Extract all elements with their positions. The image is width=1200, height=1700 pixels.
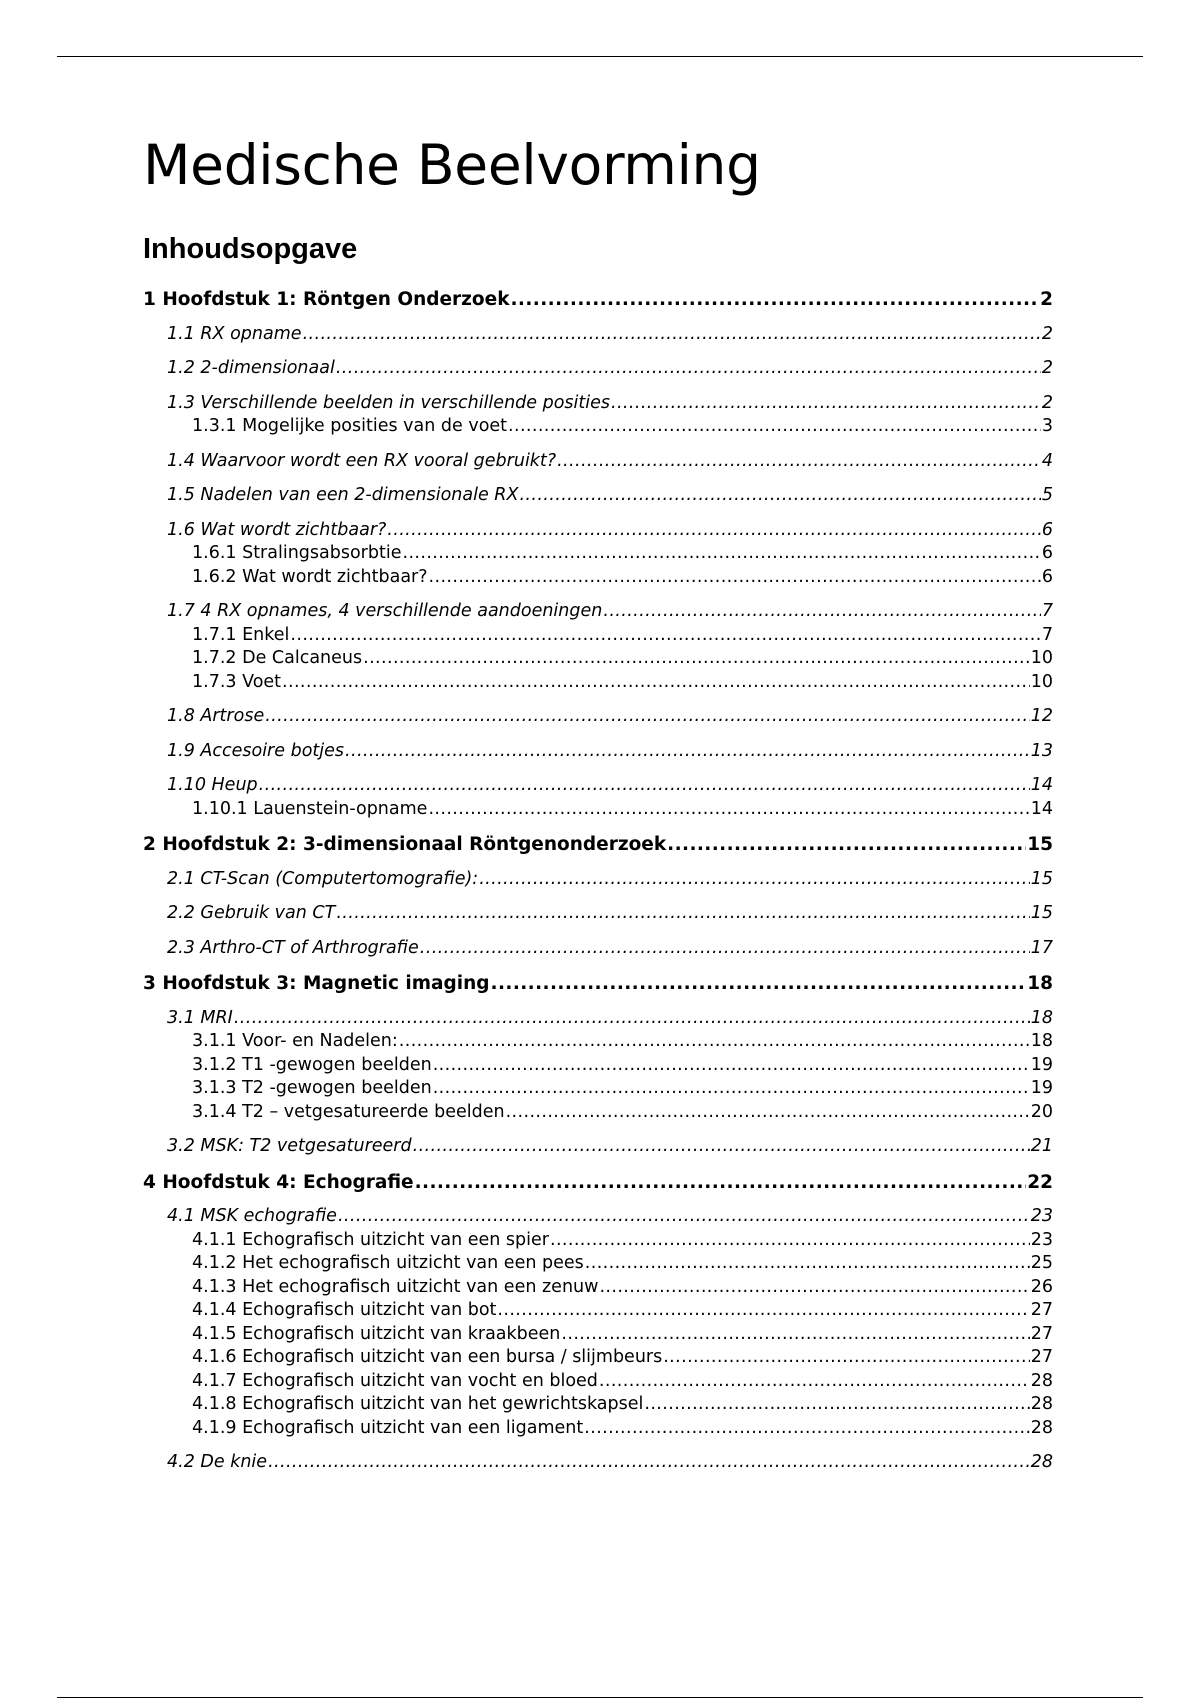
toc-entry-page-number: 3	[1041, 416, 1053, 436]
toc-entry-page-number: 22	[1027, 1171, 1053, 1193]
toc-entry-level-3[interactable]	[143, 542, 1053, 566]
toc-dot-leader	[511, 288, 1040, 312]
toc-dot-leader	[282, 671, 1030, 695]
toc-entry-label: 3.1 MRI	[167, 1007, 233, 1028]
toc-dot-leader	[387, 519, 1041, 543]
toc-entry-level-2[interactable]	[143, 323, 1053, 347]
toc-entry-label: 4.1.6 Echografisch uitzicht van een bursa / slijmbeurs	[192, 1347, 663, 1367]
toc-entry-page-number: 2	[1041, 392, 1053, 413]
toc-dot-leader	[585, 1252, 1030, 1276]
toc-entry-label: 1.7 4 RX opnames, 4 verschillende aandoeningen	[167, 601, 603, 621]
toc-dot-leader	[506, 1101, 1030, 1125]
toc-entry-level-3[interactable]	[143, 1054, 1053, 1078]
toc-entry-page-number: 19	[1030, 1054, 1053, 1075]
toc-dot-leader	[336, 902, 1029, 926]
toc-entry-page-number: 28	[1030, 1452, 1053, 1472]
toc-dot-leader	[402, 542, 1040, 566]
toc-entry-label: 1.7.2 De Calcaneus	[192, 648, 363, 668]
toc-entry-page-number: 10	[1030, 648, 1053, 668]
toc-dot-leader	[265, 705, 1030, 729]
toc-entry-level-1[interactable]	[143, 1171, 1053, 1195]
toc-dot-leader	[663, 1346, 1030, 1370]
toc-entry-level-2[interactable]	[143, 1451, 1053, 1475]
toc-dot-leader	[259, 774, 1030, 798]
toc-entry-page-number: 5	[1041, 485, 1053, 505]
toc-entry-page-number: 18	[1030, 1007, 1053, 1028]
toc-dot-leader	[420, 937, 1030, 961]
toc-entry-label: 1 Hoofdstuk 1: Röntgen Onderzoek	[143, 289, 510, 310]
toc-entry-label: 1.7.1 Enkel	[192, 624, 290, 645]
toc-entry-page-number: 28	[1030, 1394, 1053, 1414]
toc-entry-label: 1.6.1 Stralingsabsorbtie	[192, 543, 402, 563]
toc-dot-leader	[399, 1030, 1030, 1054]
toc-entry-level-2[interactable]	[143, 705, 1053, 729]
toc-dot-leader	[234, 1007, 1030, 1031]
toc-entry-level-2[interactable]	[143, 600, 1053, 624]
toc-entry-page-number: 27	[1030, 1300, 1053, 1320]
toc-entry-label: 3.2 MSK: T2 vetgesatureerd	[167, 1136, 412, 1156]
toc-entry-label: 4.1.9 Echografisch uitzicht van een ligament	[192, 1417, 584, 1438]
toc-entry-level-3[interactable]	[143, 1229, 1053, 1253]
toc-dot-leader	[290, 624, 1040, 648]
toc-entry-level-2[interactable]	[143, 357, 1053, 381]
toc-entry-label: 4.1.3 Het echografisch uitzicht van een zenuw	[192, 1276, 599, 1297]
header-rule	[57, 56, 1143, 57]
toc-entry-page-number: 23	[1030, 1229, 1053, 1250]
toc-dot-leader	[599, 1276, 1029, 1300]
toc-entry-label: 3.1.2 T1 -gewogen beelden	[192, 1054, 432, 1075]
toc-dot-leader	[550, 1229, 1030, 1253]
toc-dot-leader	[667, 833, 1026, 857]
toc-dot-leader	[584, 1417, 1029, 1441]
toc-entry-page-number: 18	[1030, 1031, 1053, 1051]
toc-entry-page-number: 17	[1030, 937, 1053, 958]
toc-entry-level-3[interactable]	[143, 1252, 1053, 1276]
toc-dot-leader	[303, 323, 1041, 347]
toc-dot-leader	[428, 798, 1029, 822]
toc-dot-leader	[413, 1135, 1030, 1159]
toc-entry-level-3[interactable]	[143, 671, 1053, 695]
toc-entry-page-number: 14	[1030, 798, 1053, 819]
toc-entry-level-3[interactable]	[143, 1077, 1053, 1101]
toc-entry-label: 1.4 Waarvoor wordt een RX vooral gebruikt?	[167, 450, 557, 471]
toc-entry-page-number: 23	[1030, 1206, 1053, 1226]
toc-dot-leader	[433, 1077, 1030, 1101]
toc-dot-leader	[508, 415, 1041, 439]
toc-entry-level-2[interactable]	[143, 868, 1053, 892]
toc-dot-leader	[363, 647, 1030, 671]
toc-entry-level-3[interactable]	[143, 566, 1053, 590]
toc-entry-level-3[interactable]	[143, 1323, 1053, 1347]
toc-dot-leader	[599, 1370, 1030, 1394]
document-title: Medische Beelvorming	[143, 133, 761, 197]
toc-entry-label: 4.1.1 Echografisch uitzicht van een spier	[192, 1229, 549, 1250]
toc-entry-label: 3 Hoofdstuk 3: Magnetic imaging	[143, 973, 490, 994]
toc-dot-leader	[433, 1054, 1030, 1078]
toc-entry-label: 3.1.4 T2 – vetgesatureerde beelden	[192, 1101, 505, 1122]
toc-dot-leader	[345, 740, 1030, 764]
toc-entry-label: 2.3 Arthro-CT of Arthrografie	[167, 937, 419, 958]
toc-entry-level-3[interactable]	[143, 1299, 1053, 1323]
toc-entry-level-3[interactable]	[143, 1346, 1053, 1370]
toc-entry-level-2[interactable]	[143, 1135, 1053, 1159]
toc-entry-level-3[interactable]	[143, 1393, 1053, 1417]
toc-entry-label: 2.2 Gebruik van CT	[167, 903, 336, 923]
toc-entry-page-number: 13	[1030, 740, 1053, 761]
toc-entry-label: 1.10 Heup	[167, 775, 258, 795]
toc-entry-page-number: 7	[1041, 624, 1053, 645]
toc-entry-page-number: 28	[1030, 1417, 1053, 1438]
toc-entry-page-number: 10	[1030, 671, 1053, 692]
toc-entry-page-number: 2	[1041, 323, 1053, 344]
toc-dot-leader	[429, 566, 1041, 590]
toc-entry-level-2[interactable]	[143, 519, 1053, 543]
toc-entry-label: 4 Hoofdstuk 4: Echografie	[143, 1171, 414, 1193]
toc-entry-page-number: 20	[1030, 1101, 1053, 1122]
toc-entry-label: 3.1.3 T2 -gewogen beelden	[192, 1078, 432, 1098]
toc-entry-level-2[interactable]	[143, 1205, 1053, 1229]
toc-dot-leader	[336, 357, 1041, 381]
toc-dot-leader	[491, 972, 1027, 996]
toc-entry-page-number: 14	[1030, 775, 1053, 795]
toc-heading: Inhoudsopgave	[143, 233, 358, 265]
toc-entry-label: 1.3 Verschillende beelden in verschillende posities	[167, 392, 610, 413]
toc-entry-page-number: 21	[1030, 1136, 1053, 1156]
toc-entry-level-3[interactable]	[143, 624, 1053, 648]
toc-entry-label: 2.1 CT-Scan (Computertomografie):	[167, 868, 479, 889]
toc-entry-page-number: 27	[1030, 1323, 1053, 1344]
toc-entry-page-number: 4	[1041, 450, 1053, 471]
toc-entry-label: 4.1.4 Echografisch uitzicht van bot	[192, 1300, 497, 1320]
toc-entry-label: 2 Hoofdstuk 2: 3-dimensionaal Röntgenonderzoek	[143, 834, 667, 855]
toc-entry-level-1[interactable]	[143, 833, 1053, 857]
toc-entry-page-number: 19	[1030, 1078, 1053, 1098]
toc-entry-page-number: 18	[1027, 973, 1053, 994]
toc-entry-label: 4.1.2 Het echografisch uitzicht van een pees	[192, 1253, 584, 1273]
toc-entry-level-2[interactable]	[143, 392, 1053, 416]
toc-entry-level-3[interactable]	[143, 1276, 1053, 1300]
toc-entry-label: 1.10.1 Lauenstein-opname	[192, 798, 428, 819]
toc-dot-leader	[268, 1451, 1030, 1475]
toc-entry-level-2[interactable]	[143, 902, 1053, 926]
toc-entry-level-1[interactable]	[143, 972, 1053, 996]
toc-entry-level-3[interactable]	[143, 1370, 1053, 1394]
toc-dot-leader	[479, 868, 1030, 892]
toc-entry-page-number: 7	[1041, 601, 1053, 621]
toc-entry-label: 1.8 Artrose	[167, 706, 265, 726]
toc-entry-level-3[interactable]	[143, 1101, 1053, 1125]
toc-entry-label: 1.6.2 Wat wordt zichtbaar?	[192, 566, 428, 587]
toc-entry-level-2[interactable]	[143, 1007, 1053, 1031]
toc-dot-leader	[415, 1171, 1027, 1195]
toc-entry-label: 1.2 2-dimensionaal	[167, 358, 335, 378]
toc-entry-label: 4.1.5 Echografisch uitzicht van kraakbeen	[192, 1323, 561, 1344]
toc-dot-leader	[561, 1323, 1029, 1347]
toc-entry-label: 1.6 Wat wordt zichtbaar?	[167, 519, 387, 540]
table-of-contents	[143, 288, 1053, 1475]
toc-entry-label: 1.1 RX opname	[167, 323, 302, 344]
toc-dot-leader	[603, 600, 1041, 624]
toc-entry-label: 4.1 MSK echografie	[167, 1206, 337, 1226]
toc-entry-page-number: 6	[1041, 543, 1053, 563]
toc-entry-label: 1.3.1 Mogelijke posities van de voet	[192, 416, 508, 436]
toc-entry-page-number: 6	[1041, 566, 1053, 587]
toc-entry-page-number: 15	[1030, 868, 1053, 889]
toc-dot-leader	[557, 450, 1041, 474]
toc-entry-label: 1.5 Nadelen van een 2-dimensionale RX	[167, 485, 519, 505]
toc-entry-level-2[interactable]	[143, 774, 1053, 798]
toc-entry-level-3[interactable]	[143, 1030, 1053, 1054]
toc-entry-page-number: 26	[1030, 1276, 1053, 1297]
toc-entry-level-1[interactable]	[143, 288, 1053, 312]
toc-dot-leader	[644, 1393, 1029, 1417]
toc-entry-level-3[interactable]	[143, 647, 1053, 671]
toc-dot-leader	[611, 392, 1041, 416]
toc-entry-label: 3.1.1 Voor- en Nadelen:	[192, 1031, 398, 1051]
toc-entry-label: 4.1.7 Echografisch uitzicht van vocht en bloed	[192, 1370, 598, 1391]
toc-entry-page-number: 28	[1030, 1370, 1053, 1391]
toc-entry-page-number: 15	[1030, 903, 1053, 923]
toc-entry-page-number: 2	[1041, 358, 1053, 378]
toc-entry-level-2[interactable]	[143, 484, 1053, 508]
toc-entry-level-2[interactable]	[143, 937, 1053, 961]
toc-entry-label: 4.2 De knie	[167, 1452, 268, 1472]
toc-entry-page-number: 25	[1030, 1253, 1053, 1273]
toc-entry-level-2[interactable]	[143, 740, 1053, 764]
toc-entry-page-number: 6	[1041, 519, 1053, 540]
toc-entry-level-3[interactable]	[143, 1417, 1053, 1441]
toc-entry-level-2[interactable]	[143, 450, 1053, 474]
toc-entry-page-number: 15	[1027, 834, 1053, 855]
toc-dot-leader	[519, 484, 1040, 508]
toc-entry-label: 1.9 Accesoire botjes	[167, 740, 345, 761]
toc-dot-leader	[338, 1205, 1030, 1229]
toc-entry-label: 4.1.8 Echografisch uitzicht van het gewrichtskapsel	[192, 1394, 644, 1414]
footer-rule	[57, 1697, 1143, 1698]
toc-entry-label: 1.7.3 Voet	[192, 671, 282, 692]
toc-entry-level-3[interactable]	[143, 415, 1053, 439]
toc-dot-leader	[497, 1299, 1029, 1323]
toc-entry-page-number: 2	[1040, 289, 1053, 310]
toc-entry-page-number: 12	[1030, 706, 1053, 726]
toc-entry-level-3[interactable]	[143, 798, 1053, 822]
toc-entry-page-number: 27	[1030, 1347, 1053, 1367]
